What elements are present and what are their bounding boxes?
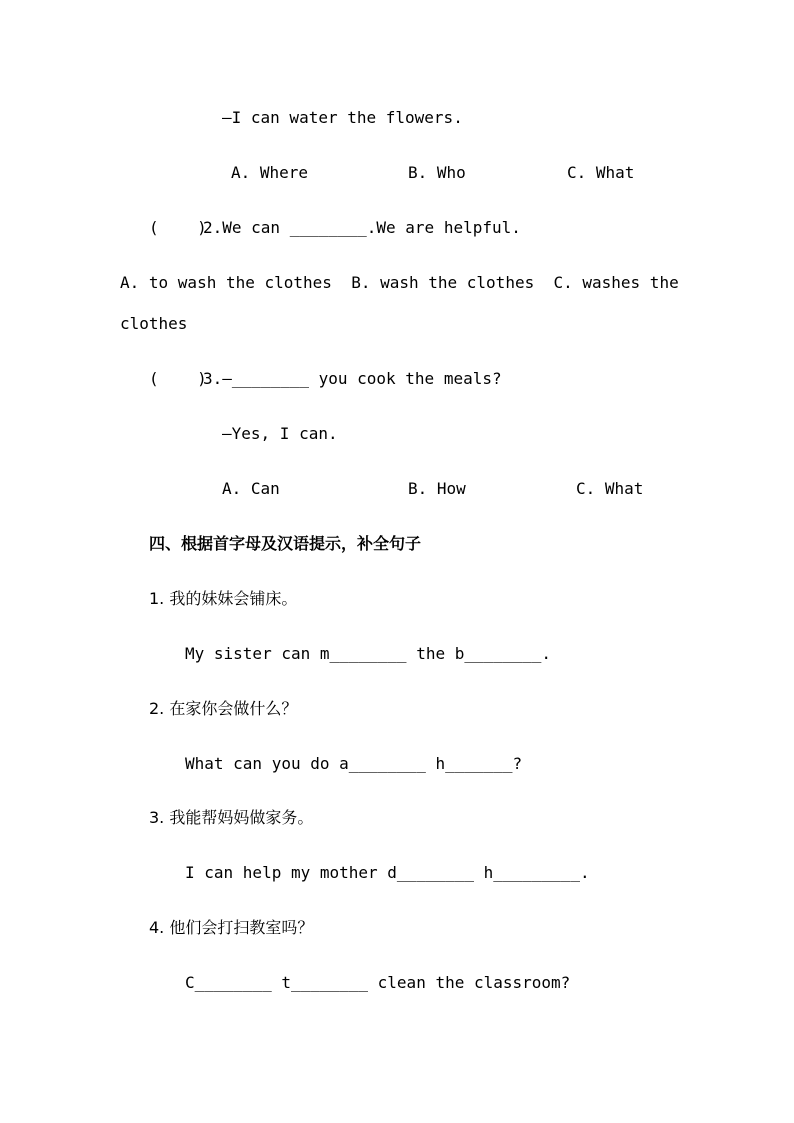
q3-answer-paren: ( ): [149, 369, 207, 388]
q3-option-b: B. How: [408, 479, 466, 498]
q2-options-line2: clothes: [120, 314, 188, 333]
section4-item3-sentence: I can help my mother d________ h_________.: [185, 863, 590, 882]
section4-item1-sentence: My sister can m________ the b________.: [185, 644, 552, 663]
q1-option-c: C. What: [567, 163, 635, 182]
q3-option-c: C. What: [576, 479, 644, 498]
q1-option-b: B. Who: [408, 163, 466, 182]
section4-item1-prompt: 1. 我的妹妹会铺床。: [149, 589, 298, 608]
q3-option-a: A. Can: [222, 479, 280, 498]
section4-heading: 四、根据首字母及汉语提示，补全句子: [149, 534, 422, 553]
q2-stem: 2.We can ________.We are helpful.: [203, 218, 521, 237]
section4-item2-sentence: What can you do a________ h_______?: [185, 754, 523, 773]
q1-option-a: A. Where: [231, 163, 309, 182]
q2-options-line1: A. to wash the clothes B. wash the clothes C. washes the: [120, 273, 679, 292]
section4-item4-prompt: 4. 他们会打扫教室吗？: [149, 918, 314, 937]
q3-answer-line: —Yes, I can.: [222, 424, 338, 443]
section4-item4-sentence: C________ t________ clean the classroom?: [185, 973, 571, 992]
q3-stem: 3.—________ you cook the meals?: [203, 369, 502, 388]
section4-item2-prompt: 2. 在家你会做什么？: [149, 699, 298, 718]
q1-answer-line: —I can water the flowers.: [222, 108, 463, 127]
section4-item3-prompt: 3. 我能帮妈妈做家务。: [149, 808, 314, 827]
q2-answer-paren: ( ): [149, 218, 207, 237]
